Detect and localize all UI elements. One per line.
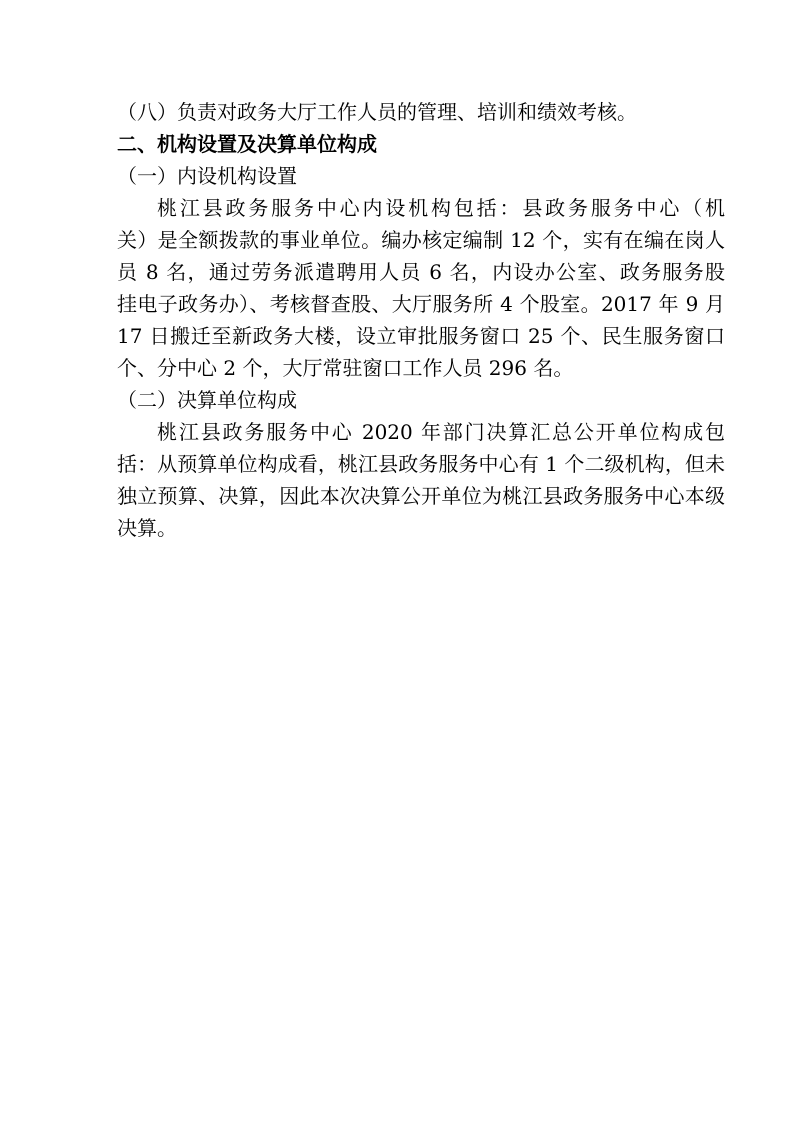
paragraph-line: 挂电子政务办）、考核督查股、大厅服务所 4 个股室。2017 年 9 月 — [117, 292, 725, 316]
list-item-eight: （八）负责对政务大厅工作人员的管理、培训和绩效考核。 — [117, 100, 637, 124]
paragraph-line: 括：从预算单位构成看，桃江县政务服务中心有 1 个二级机构，但未 — [117, 452, 725, 476]
paragraph-line: 桃江县政务服务中心内设机构包括：县政务服务中心（机 — [157, 196, 725, 220]
subsection-heading-1: （一）内设机构设置 — [117, 164, 297, 188]
paragraph-line: 个、分中心 2 个，大厅常驻窗口工作人员 296 名。 — [117, 356, 574, 380]
paragraph-line: 桃江县政务服务中心 2020 年部门决算汇总公开单位构成包 — [157, 420, 725, 444]
paragraph-line: 决算。 — [117, 516, 177, 540]
paragraph-line: 员 8 名，通过劳务派遣聘用人员 6 名，内设办公室、政务服务股 — [117, 260, 725, 284]
section-heading-2: 二、机构设置及决算单位构成 — [117, 132, 377, 156]
paragraph-line: 独立预算、决算，因此本次决算公开单位为桃江县政务服务中心本级 — [117, 484, 725, 508]
paragraph-line: 17 日搬迁至新政务大楼，设立审批服务窗口 25 个、民生服务窗口 — [117, 324, 725, 348]
paragraph-line: 关）是全额拨款的事业单位。编办核定编制 12 个，实有在编在岗人 — [117, 228, 725, 252]
subsection-heading-2: （二）决算单位构成 — [117, 388, 297, 412]
